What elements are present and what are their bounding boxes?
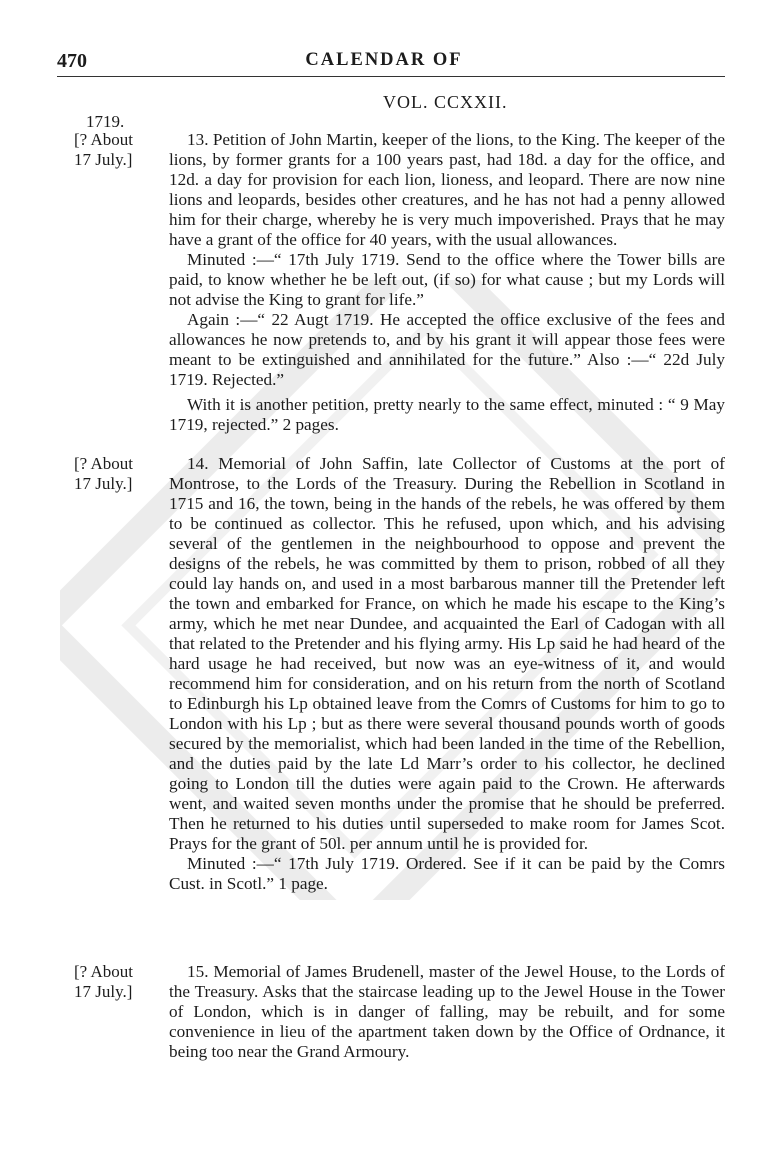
minute-paragraph: Minuted :—“ 17th July 1719. Send to the office where the Tower bills are paid, to know whether he be left out, (if so) for what cause ; but my Lords will not advise the King to grant for life.” bbox=[169, 250, 725, 309]
running-title: CALENDAR OF bbox=[305, 50, 463, 70]
entry-text bbox=[169, 962, 725, 1062]
minute-paragraph: Minuted :—“ 17th July 1719. Ordered. See if it can be paid by the Comrs Cust. in Scotl.” 1 page. bbox=[169, 854, 725, 893]
entry-paragraph: 13. Petition of John Martin, keeper of the lions, to the King. The keeper of the lions, by former grants for a 100 years past, had 18d. a day for the office, and 12d. a day for provision for each lion, lioness, and leopard. There are now nine lions and leopards, besides other creatures, and he has not had a penny allowed him for their charge, whereby he is very much impoverished. Prays that he may have a grant of the office for 40 years, with the usual allowances. bbox=[169, 130, 725, 249]
entry-date-note: [? About 17 July.] bbox=[74, 454, 134, 493]
header-rule bbox=[57, 76, 725, 77]
note-paragraph: With it is another petition, pretty nearly to the same effect, minuted : “ 9 May 1719, rejected.” 2 pages. bbox=[169, 395, 725, 434]
page-header bbox=[0, 44, 768, 80]
entry-paragraph: 15. Memorial of James Brudenell, master of the Jewel House, to the Lords of the Treasury. Asks that the staircase leading up to the Jewel House in the Tower of London, which is in danger of falling, may be rebuilt, and for some convenience in lieu of the apartment taken down by the Office of Ordnance, it being too near the Grand Armoury. bbox=[169, 962, 725, 1061]
entry-text bbox=[169, 130, 725, 435]
entry-paragraph: 14. Memorial of John Saffin, late Collector of Customs at the port of Montrose, to the Lords of the Treasury. During the Rebellion in Scotland in 1715 and 16, the town, being in the hands of the rebels, he was offered by them to be continued as collector. This he refused, upon which, and his advising several of the gentlemen in the neighbourhood to oppose and prevent the designs of the rebels, he was committed by them to prison, robbed of all they could lay hands on, and used in a most barbarous manner till the Pretender left the town and embarked for France, on which he made his escape to the King’s army, which he met near Dundee, and acquainted the Earl of Cadogan with all that related to the Pretender and his flying army. His Lp said he had heard of the hard usage he had received, but now was an eye-witness of it, and would recommend him for consideration, and on his return from the north of Scotland to Edinburgh his Lp obtained leave from the Comrs of Customs for him to go to London with his Lp ; but as there were several thousand pounds worth of goods secured by the memorialist, which had been landed in the time of the Rebellion, and the duties paid by the late Ld Marr’s order to his collector, he declined going to London till the duties were again paid to the Crown. He afterwards went, and waited seven months under the promise that he should be preferred. Then he returned to his duties until superseded to make room for James Scot. Prays for the grant of 50l. per annum until he is provided for. bbox=[169, 454, 725, 853]
volume-heading bbox=[0, 92, 768, 131]
page-number: 470 bbox=[57, 50, 87, 72]
year-label: 1719. bbox=[86, 112, 125, 131]
entry-text bbox=[169, 454, 725, 894]
volume-label: VOL. CCXXII. bbox=[383, 92, 508, 112]
entry-date-note: [? About 17 July.] bbox=[74, 962, 134, 1001]
entry-date-note: [? About 17 July.] bbox=[74, 130, 134, 169]
minute-paragraph: Again :—“ 22 Augt 1719. He accepted the office exclusive of the fees and allowances he now pretends to, and by his grant it will appear those fees were meant to be extinguished and annihilated for the future.” Also :—“ 22d July 1719. Rejected.” bbox=[169, 310, 725, 389]
